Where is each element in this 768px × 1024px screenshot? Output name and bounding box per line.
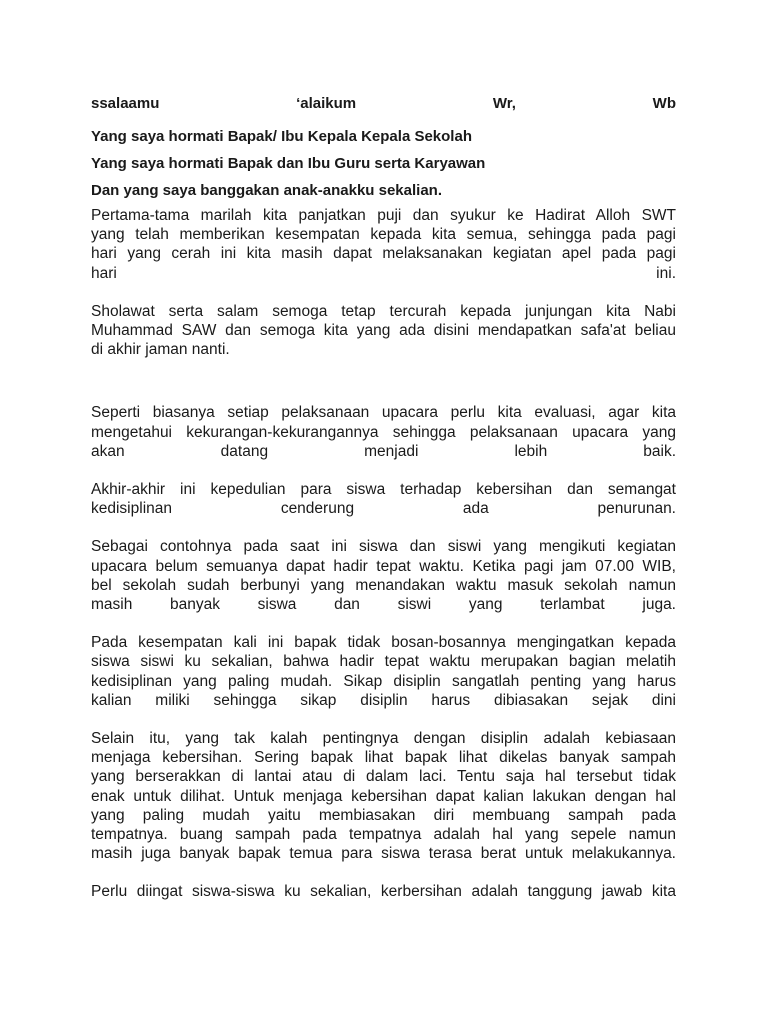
paragraph-line: masih banyak siswa dan siswi yang terlambat juga.	[91, 596, 676, 614]
paragraph-line: Akhir-akhir ini kepedulian para siswa terhadap kebersihan dan semangat	[91, 481, 676, 499]
paragraph-line: hari ini.	[91, 264, 676, 282]
document-page	[91, 94, 676, 902]
paragraph-line: mengetahui kekurangan-kekurangannya sehingga pelaksanaan upacara yang	[91, 423, 676, 441]
paragraph	[91, 480, 676, 518]
paragraph-line: hari yang cerah ini kita masih dapat melaksanakan kegiatan apel pada pagi	[91, 245, 676, 263]
paragraph-line: yang berserakkan di lantai atau di dalam laci. Tentu saja hal tersebut tidak	[91, 768, 676, 786]
paragraph-line: Selain itu, yang tak kalah pentingnya dengan disiplin adalah kebiasaan	[91, 730, 676, 748]
salutation-heading: Yang saya hormati Bapak/ Ibu Kepala Kepala Sekolah	[91, 128, 472, 145]
paragraph-line: enak untuk dilihat. Untuk menjaga kebersihan dapat kalian lakukan dengan hal	[91, 787, 676, 805]
paragraph-line: upacara belum semuanya dapat hadir tepat waktu. Ketika pagi jam 07.00 WIB,	[91, 557, 676, 575]
paragraph-line: masih juga banyak bapak temua para siswa terasa berat untuk melakukannya.	[91, 845, 676, 863]
salutation-heading: Yang saya hormati Bapak dan Ibu Guru serta Karyawan	[91, 155, 486, 172]
paragraph-line: akan datang menjadi lebih baik.	[91, 442, 676, 460]
paragraph-line: bel sekolah sudah berbunyi yang menandakan waktu masuk sekolah namun	[91, 576, 676, 594]
paragraph-line: yang paling mudah yaitu membiasakan diri membuang sampah pada	[91, 806, 676, 824]
paragraph-line: Muhammad SAW dan semoga kita yang ada disini mendapatkan safa'at beliau	[91, 322, 676, 340]
paragraph	[91, 302, 676, 360]
paragraph	[91, 729, 676, 863]
paragraph-line: Sholawat serta salam semoga tetap tercurah kepada junjungan kita Nabi	[91, 302, 676, 320]
paragraph-line: Sebagai contohnya pada saat ini siswa dan siswi yang mengikuti kegiatan	[91, 538, 676, 556]
paragraph-line: kedisiplinan cenderung ada penurunan.	[91, 500, 676, 518]
paragraph	[91, 403, 676, 461]
paragraph-line: di akhir jaman nanti.	[91, 341, 230, 359]
paragraph-line: Pada kesempatan kali ini bapak tidak bosan-bosannya mengingatkan kepada	[91, 634, 676, 652]
salutation-heading: Dan yang saya banggakan anak-anakku sekalian.	[91, 182, 442, 199]
paragraph	[91, 206, 676, 283]
greeting-word: ‘alaikum	[296, 95, 357, 112]
paragraph-line: kalian miliki sehingga sikap disiplin harus dibiasakan sejak dini	[91, 691, 676, 709]
greeting-word: ssalaamu	[91, 95, 160, 112]
paragraph-line: tempatnya. buang sampah pada tempatnya adalah hal yang sepele namun	[91, 826, 676, 844]
paragraph-line: yang telah memberikan kesempatan kepada kita semua, sehingga pada pagi	[91, 226, 676, 244]
paragraph-line: menjaga kebersihan. Sering bapak lihat bapak lihat dikelas banyak sampah	[91, 749, 676, 767]
paragraph-line: kedisiplinan yang paling mudah. Sikap disiplin sangatlah penting yang harus	[91, 672, 676, 690]
paragraph	[91, 537, 676, 614]
greeting-word: Wb	[652, 95, 676, 112]
paragraph-line: Seperti biasanya setiap pelaksanaan upacara perlu kita evaluasi, agar kita	[91, 404, 676, 422]
greeting-word: Wr,	[492, 95, 516, 112]
paragraph-line: siswa siswi ku sekalian, bahwa hadir tepat waktu merupakan bagian melatih	[91, 653, 676, 671]
paragraph-line: Perlu diingat siswa-siswa ku sekalian, kerbersihan adalah tanggung jawab kita	[91, 883, 676, 901]
paragraph	[91, 882, 676, 901]
paragraph-line: Pertama-tama marilah kita panjatkan puji dan syukur ke Hadirat Alloh SWT	[91, 207, 676, 224]
paragraph	[91, 633, 676, 710]
greeting-line	[91, 94, 676, 113]
